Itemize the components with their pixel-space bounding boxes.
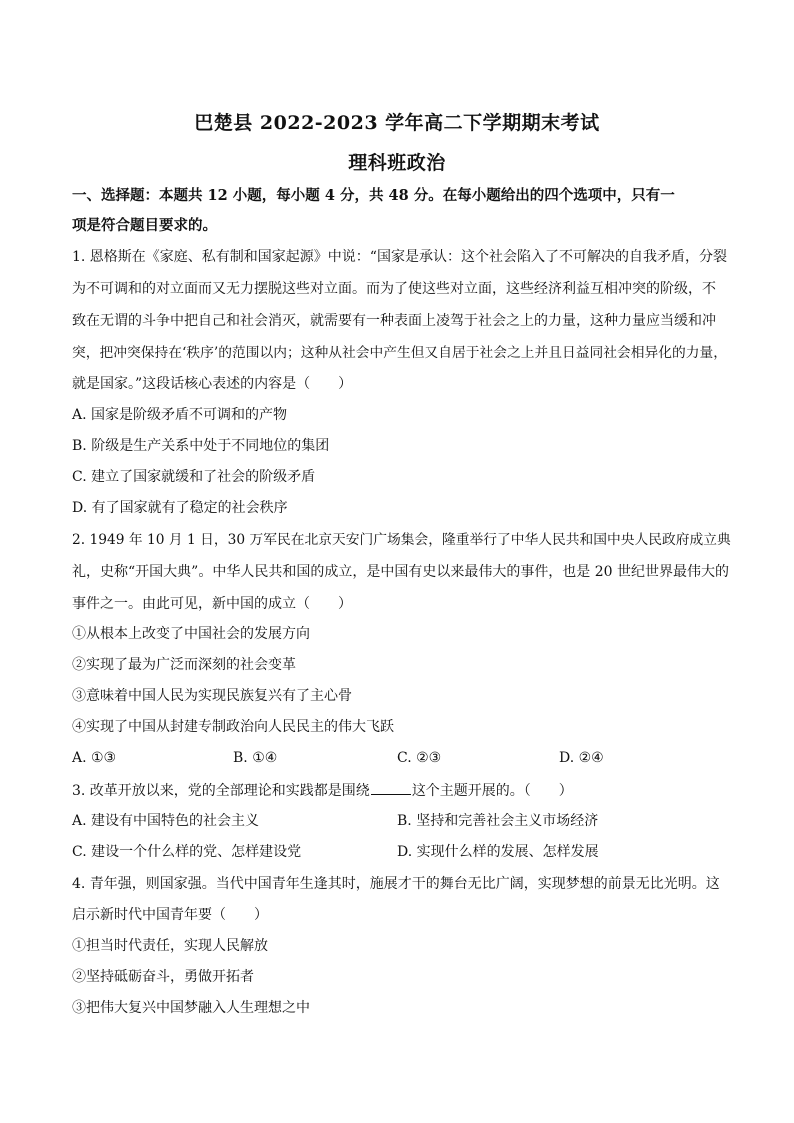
- exam-title: 巴楚县 2022-2023 学年高二下学期期末考试: [194, 112, 600, 134]
- q1-option-c: C. 建立了国家就缓和了社会的阶级矛盾: [72, 469, 316, 485]
- q3-stem: [72, 780, 573, 801]
- q2-statement-1: ①从根本上改变了中国社会的发展方向: [72, 626, 310, 642]
- q2-option-b: B. ①④: [233, 750, 278, 766]
- q4-statement-3: ③把伟大复兴中国梦融入人生理想之中: [72, 1000, 310, 1016]
- q4-statement-1: ①担当时代责任，实现人民解放: [72, 938, 268, 954]
- q2-statement-4: ④实现了中国从封建专制政治向人民民主的伟大飞跃: [72, 719, 394, 735]
- q1-option-a: A. 国家是阶级矛盾不可调和的产物: [72, 407, 288, 423]
- q3-option-a: A. 建设有中国特色的社会主义: [72, 813, 260, 829]
- q2-option-d: D. ②④: [559, 750, 604, 766]
- q2-option-c: C. ②③: [397, 750, 442, 766]
- q4-stem-line-2: 启示新时代中国青年要（ ）: [72, 907, 268, 923]
- q2-option-a: A. ①③: [72, 750, 117, 766]
- q1-stem-line-4: 突，把冲突保持在‘秩序’的范围以内；这种从社会中产生但又自居于社会之上并且日益同社会相异化的力量，: [72, 345, 727, 361]
- section-heading-line-2: 项是符合题目要求的。: [72, 217, 217, 234]
- q3-stem-after: 这个主题开展的。（ ）: [411, 783, 573, 799]
- q3-stem-before: 3. 改革开放以来，党的全部理论和实践都是围绕: [72, 783, 370, 799]
- q2-statement-2: ②实现了最为广泛而深刻的社会变革: [72, 657, 296, 673]
- q2-stem-line-1: 2. 1949 年 10 月 1 日，30 万军民在北京天安门广场集会，隆重举行了中华人民共和国中央人民政府成立典: [72, 532, 731, 548]
- q4-statement-2: ②坚持砥砺奋斗，勇做开拓者: [72, 969, 254, 985]
- section-heading-line-1: 一、选择题：本题共 12 小题，每小题 4 分，共 48 分。在每小题给出的四个选项中，只有一: [72, 187, 675, 204]
- q4-stem-line-1: 4. 青年强，则国家强。当代中国青年生逢其时，施展才干的舞台无比广阔，实现梦想的前景无比光明。这: [72, 876, 720, 892]
- q1-stem-line-5: 就是国家。”这段话核心表述的内容是（ ）: [72, 376, 353, 392]
- exam-subtitle: 理科班政治: [348, 152, 446, 174]
- q1-stem-line-1: 1. 恩格斯在《家庭、私有制和国家起源》中说：“国家是承认：这个社会陷入了不可解决的自我矛盾，分裂: [72, 249, 727, 265]
- q3-answer-blank: [371, 780, 411, 795]
- q1-option-d: D. 有了国家就有了稳定的社会秩序: [72, 500, 288, 516]
- q2-stem-line-3: 事件之一。由此可见，新中国的成立（ ）: [72, 596, 352, 612]
- q3-option-b: B. 坚持和完善社会主义市场经济: [397, 813, 599, 829]
- q3-option-d: D. 实现什么样的发展、怎样发展: [397, 844, 599, 860]
- q1-option-b: B. 阶级是生产关系中处于不同地位的集团: [72, 438, 330, 454]
- q1-stem-line-3: 致在无谓的斗争中把自己和社会消灭，就需要有一种表面上凌驾于社会之上的力量，这种力量应当缓和冲: [72, 313, 716, 329]
- q3-option-c: C. 建设一个什么样的党、怎样建设党: [72, 844, 302, 860]
- q2-stem-line-2: 礼，史称“开国大典”。中华人民共和国的成立，是中国有史以来最伟大的事件，也是 20 世纪世界最伟大的: [72, 564, 730, 580]
- q1-stem-line-2: 为不可调和的对立面而又无力摆脱这些对立面。而为了使这些对立面，这些经济利益互相冲突的阶级，不: [72, 281, 716, 297]
- q2-statement-3: ③意味着中国人民为实现民族复兴有了主心骨: [72, 688, 352, 704]
